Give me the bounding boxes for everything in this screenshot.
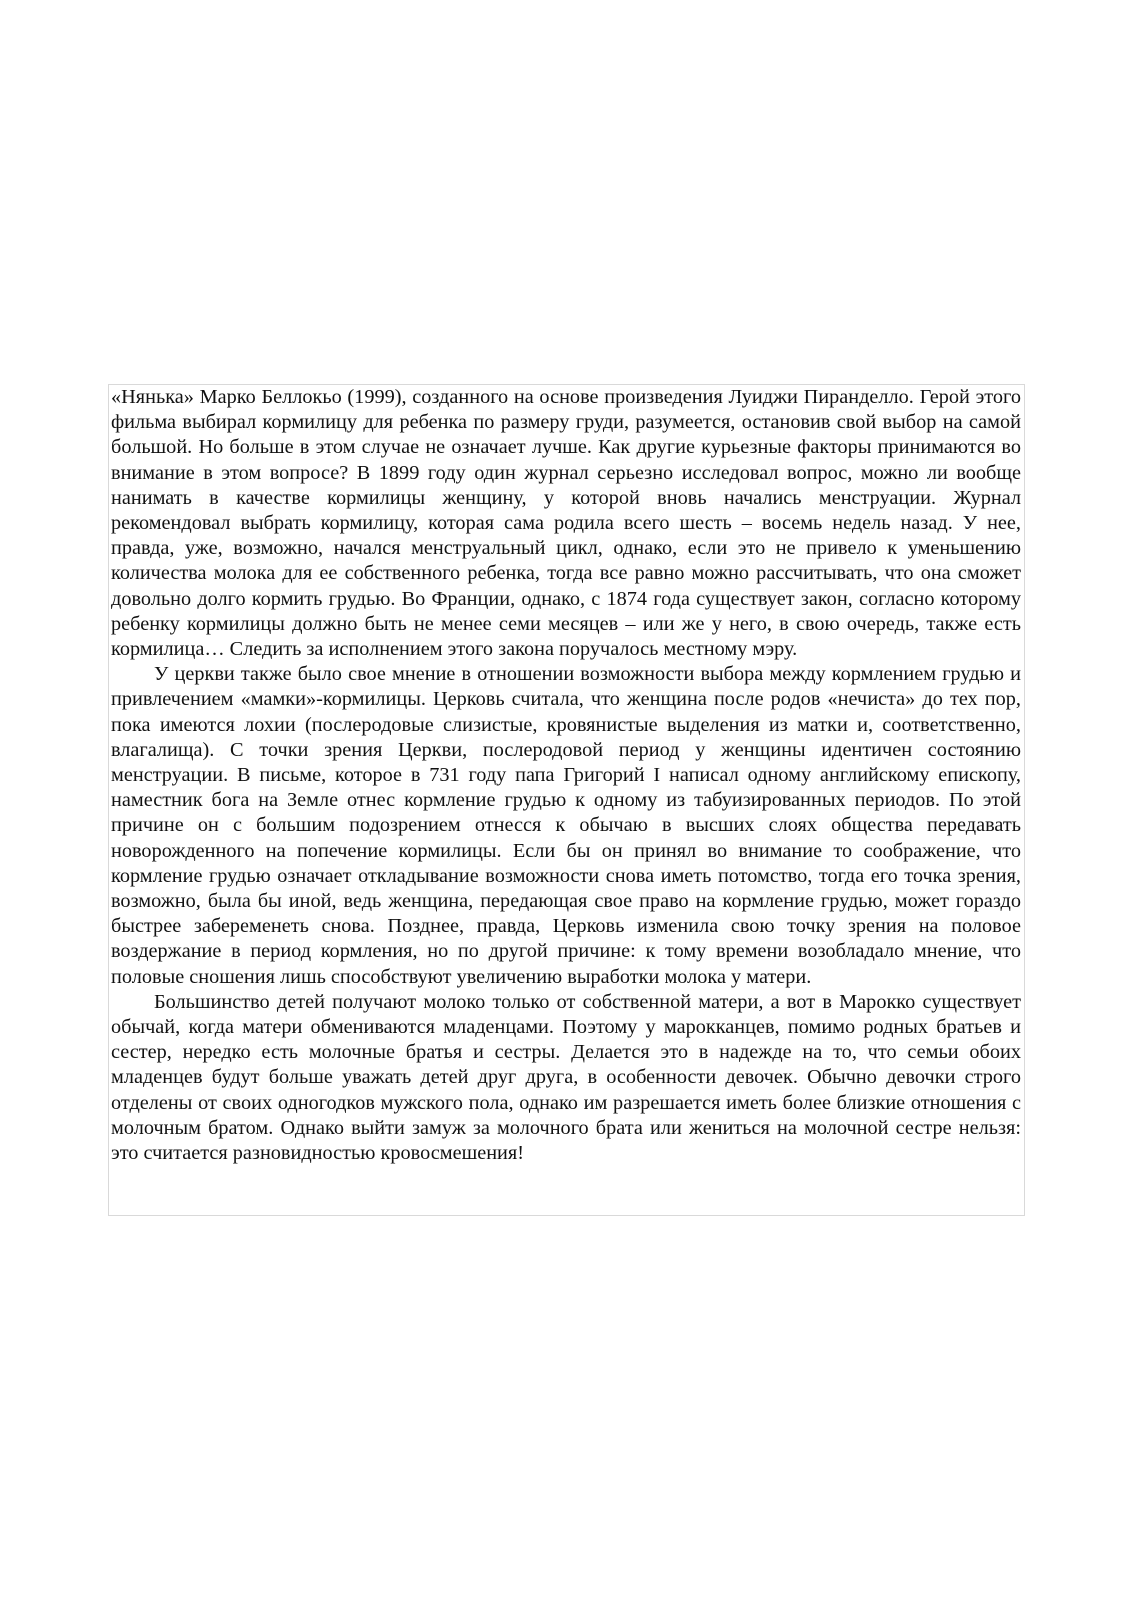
body-text-block	[108, 384, 1025, 1216]
paragraph-3: Большинство детей получают молоко только от собственной матери, а вот в Марокко существует обычай, когда матери обмениваются младенцами. Поэтому у марокканцев, помимо родных братьев и сестер, нередко есть молочные братья и сестры. Делается это в надежде на то, что семьи обоих младенцев будут больше уважать детей друг друга, в особенности девочек. Обычно девочки строго отделены от своих одногодков мужского пола, однако им разрешается иметь более близкие отношения с молочным братом. Однако выйти замуж за молочного брата или жениться на молочной сестре нельзя: это считается разновидностью кровосмешения!	[111, 990, 1021, 1165]
paragraph-2: У церкви также было свое мнение в отношении возможности выбора между кормлением грудью и привлечением «мамки»-кормилицы. Церковь считала, что женщина после родов «нечиста» до тех пор, пока имеются лохии (послеродовые слизистые, кровянистые выделения из матки и, соответственно, влагалища). С точки зрения Церкви, послеродовой период у женщины идентичен состоянию менструации. В письме, которое в 731 году папа Григорий I написал одному английскому епископу, наместник бога на Земле отнес кормление грудью к одному из табуизированных периодов. По этой причине он с большим подозрением отнесся к обычаю в высших слоях общества передавать новорожденного на попечение кормилицы. Если бы он принял во внимание то соображение, что кормление грудью означает откладывание возможности снова иметь потомство, тогда его точка зрения, возможно, была бы иной, ведь женщина, передающая свое право на кормление грудью, может гораздо быстрее забеременеть снова. Позднее, правда, Церковь изменила свою точку зрения на половое воздержание в период кормления, но по другой причине: к тому времени возобладало мнение, что половые сношения лишь способствуют увеличению выработки молока у матери.	[111, 663, 1021, 988]
paragraph-1: «Нянька» Марко Беллокьо (1999), созданного на основе произведения Луиджи Пиранделло. Герой этого фильма выбирал кормилицу для ребенка по размеру груди, разумеется, остановив свой выбор на самой большой. Но больше в этом случае не означает лучше. Как другие курьезные факторы принимаются во внимание в этом вопросе? В 1899 году один журнал серьезно исследовал вопрос, можно ли вообще нанимать в качестве кормилицы женщину, у которой вновь начались менструации. Журнал рекомендовал выбрать кормилицу, которая сама родила всего шесть – восемь недель назад. У нее, правда, уже, возможно, начался менструальный цикл, однако, если это не привело к уменьшению количества молока для ее собственного ребенка, тогда все равно можно рассчитывать, что она сможет довольно долго кормить грудью. Во Франции, однако, с 1874 года существует закон, согласно которому ребенку кормилицы должно быть не менее семи месяцев – или же у него, в свою очередь, также есть кормилица… Следить за исполнением этого закона поручалось местному мэру.	[111, 386, 1021, 661]
